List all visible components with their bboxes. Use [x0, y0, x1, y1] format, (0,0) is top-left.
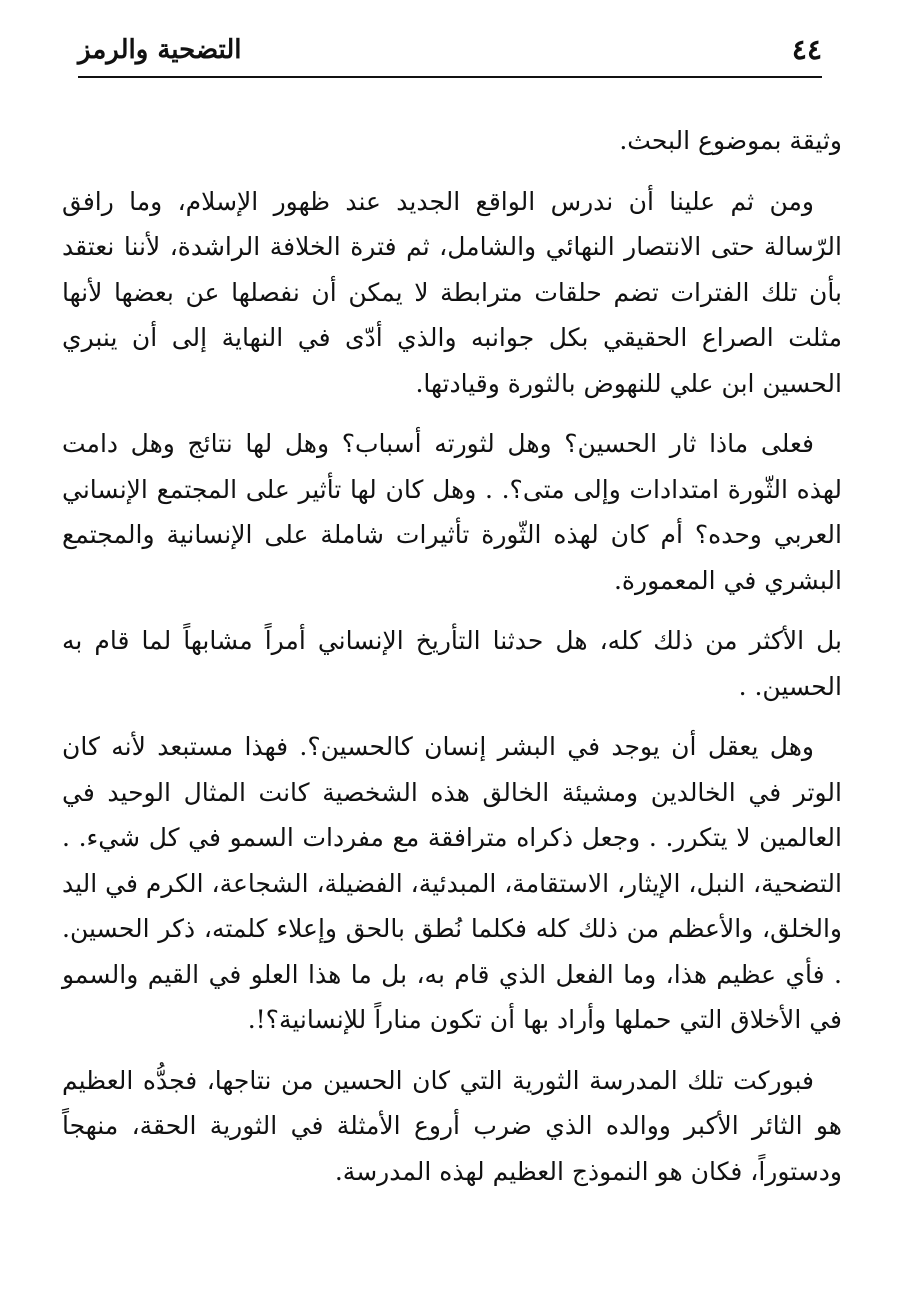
book-title: التضحية والرمز	[78, 35, 242, 65]
paragraph: فبوركت تلك المدرسة الثورية التي كان الحسين من نتاجها، فجدُّه العظيم هو الثائر الأكبر ووالده الذي ضرب أروع الأمثلة في الثورية الحقة، منهجاً ودستوراً، فكان هو النموذج العظيم لهذه المدرسة.	[62, 1065, 842, 1186]
paragraph: بل الأكثر من ذلك كله، هل حدثنا التأريخ الإنساني أمراً مشابهاً لما قام به الحسين. .	[62, 626, 842, 701]
page-number: ٤٤	[791, 33, 822, 66]
paragraph: فعلى ماذا ثار الحسين؟ وهل لثورته أسباب؟ وهل لها نتائج وهل دامت لهذه الثّورة امتدادات وإلى متى؟. . وهل كان لها تأثير على المجتمع الإنساني العربي وحده؟ أم كان لهذه الثّورة تأثيرات شاملة على الإنسانية والمجتمع البشري في المعمورة.	[62, 429, 842, 595]
paragraph-continuation: وثيقة بموضوع البحث.	[619, 126, 842, 155]
paragraph: ومن ثم علينا أن ندرس الواقع الجديد عند ظهور الإسلام، وما رافق الرّسالة حتى الانتصار النهائي والشامل، ثم فترة الخلافة الراشدة، لأننا نعتقد بأن تلك الفترات تضم حلقات مترابطة لا يمكن أن نفصلها عن بعضها لأنها مثلت الصراع الحقيقي بكل جوانبه والذي أدّى في النهاية إلى أن ينبري الحسين ابن علي للنهوض بالثورة وقيادتها.	[62, 186, 842, 398]
paragraph: وهل يعقل أن يوجد في البشر إنسان كالحسين؟. فهذا مستبعد لأنه كان الوتر في الخالدين ومشيئة الخالق هذه الشخصية كانت المثال الوحيد في العالمين لا يتكرر. . وجعل ذكراه مترافقة مع مفردات السمو في كل شيء. . التضحية، النبل، الإيثار، الاستقامة، المبدئية، الفضيلة، الشجاعة، الكرم في اليد والخلق، والأعظم من ذلك كله فكلما نُطق بالحق وإعلاء كلمته، ذكر الحسين. . فأي عظيم هذا، وما الفعل الذي قام به، بل ما هذا العلو في القيم والسمو في الأخلاق التي حملها وأراد بها أن تكون مناراً للإنسانية؟!.	[62, 732, 842, 1034]
body-text	[62, 118, 842, 1209]
running-header	[78, 30, 822, 78]
